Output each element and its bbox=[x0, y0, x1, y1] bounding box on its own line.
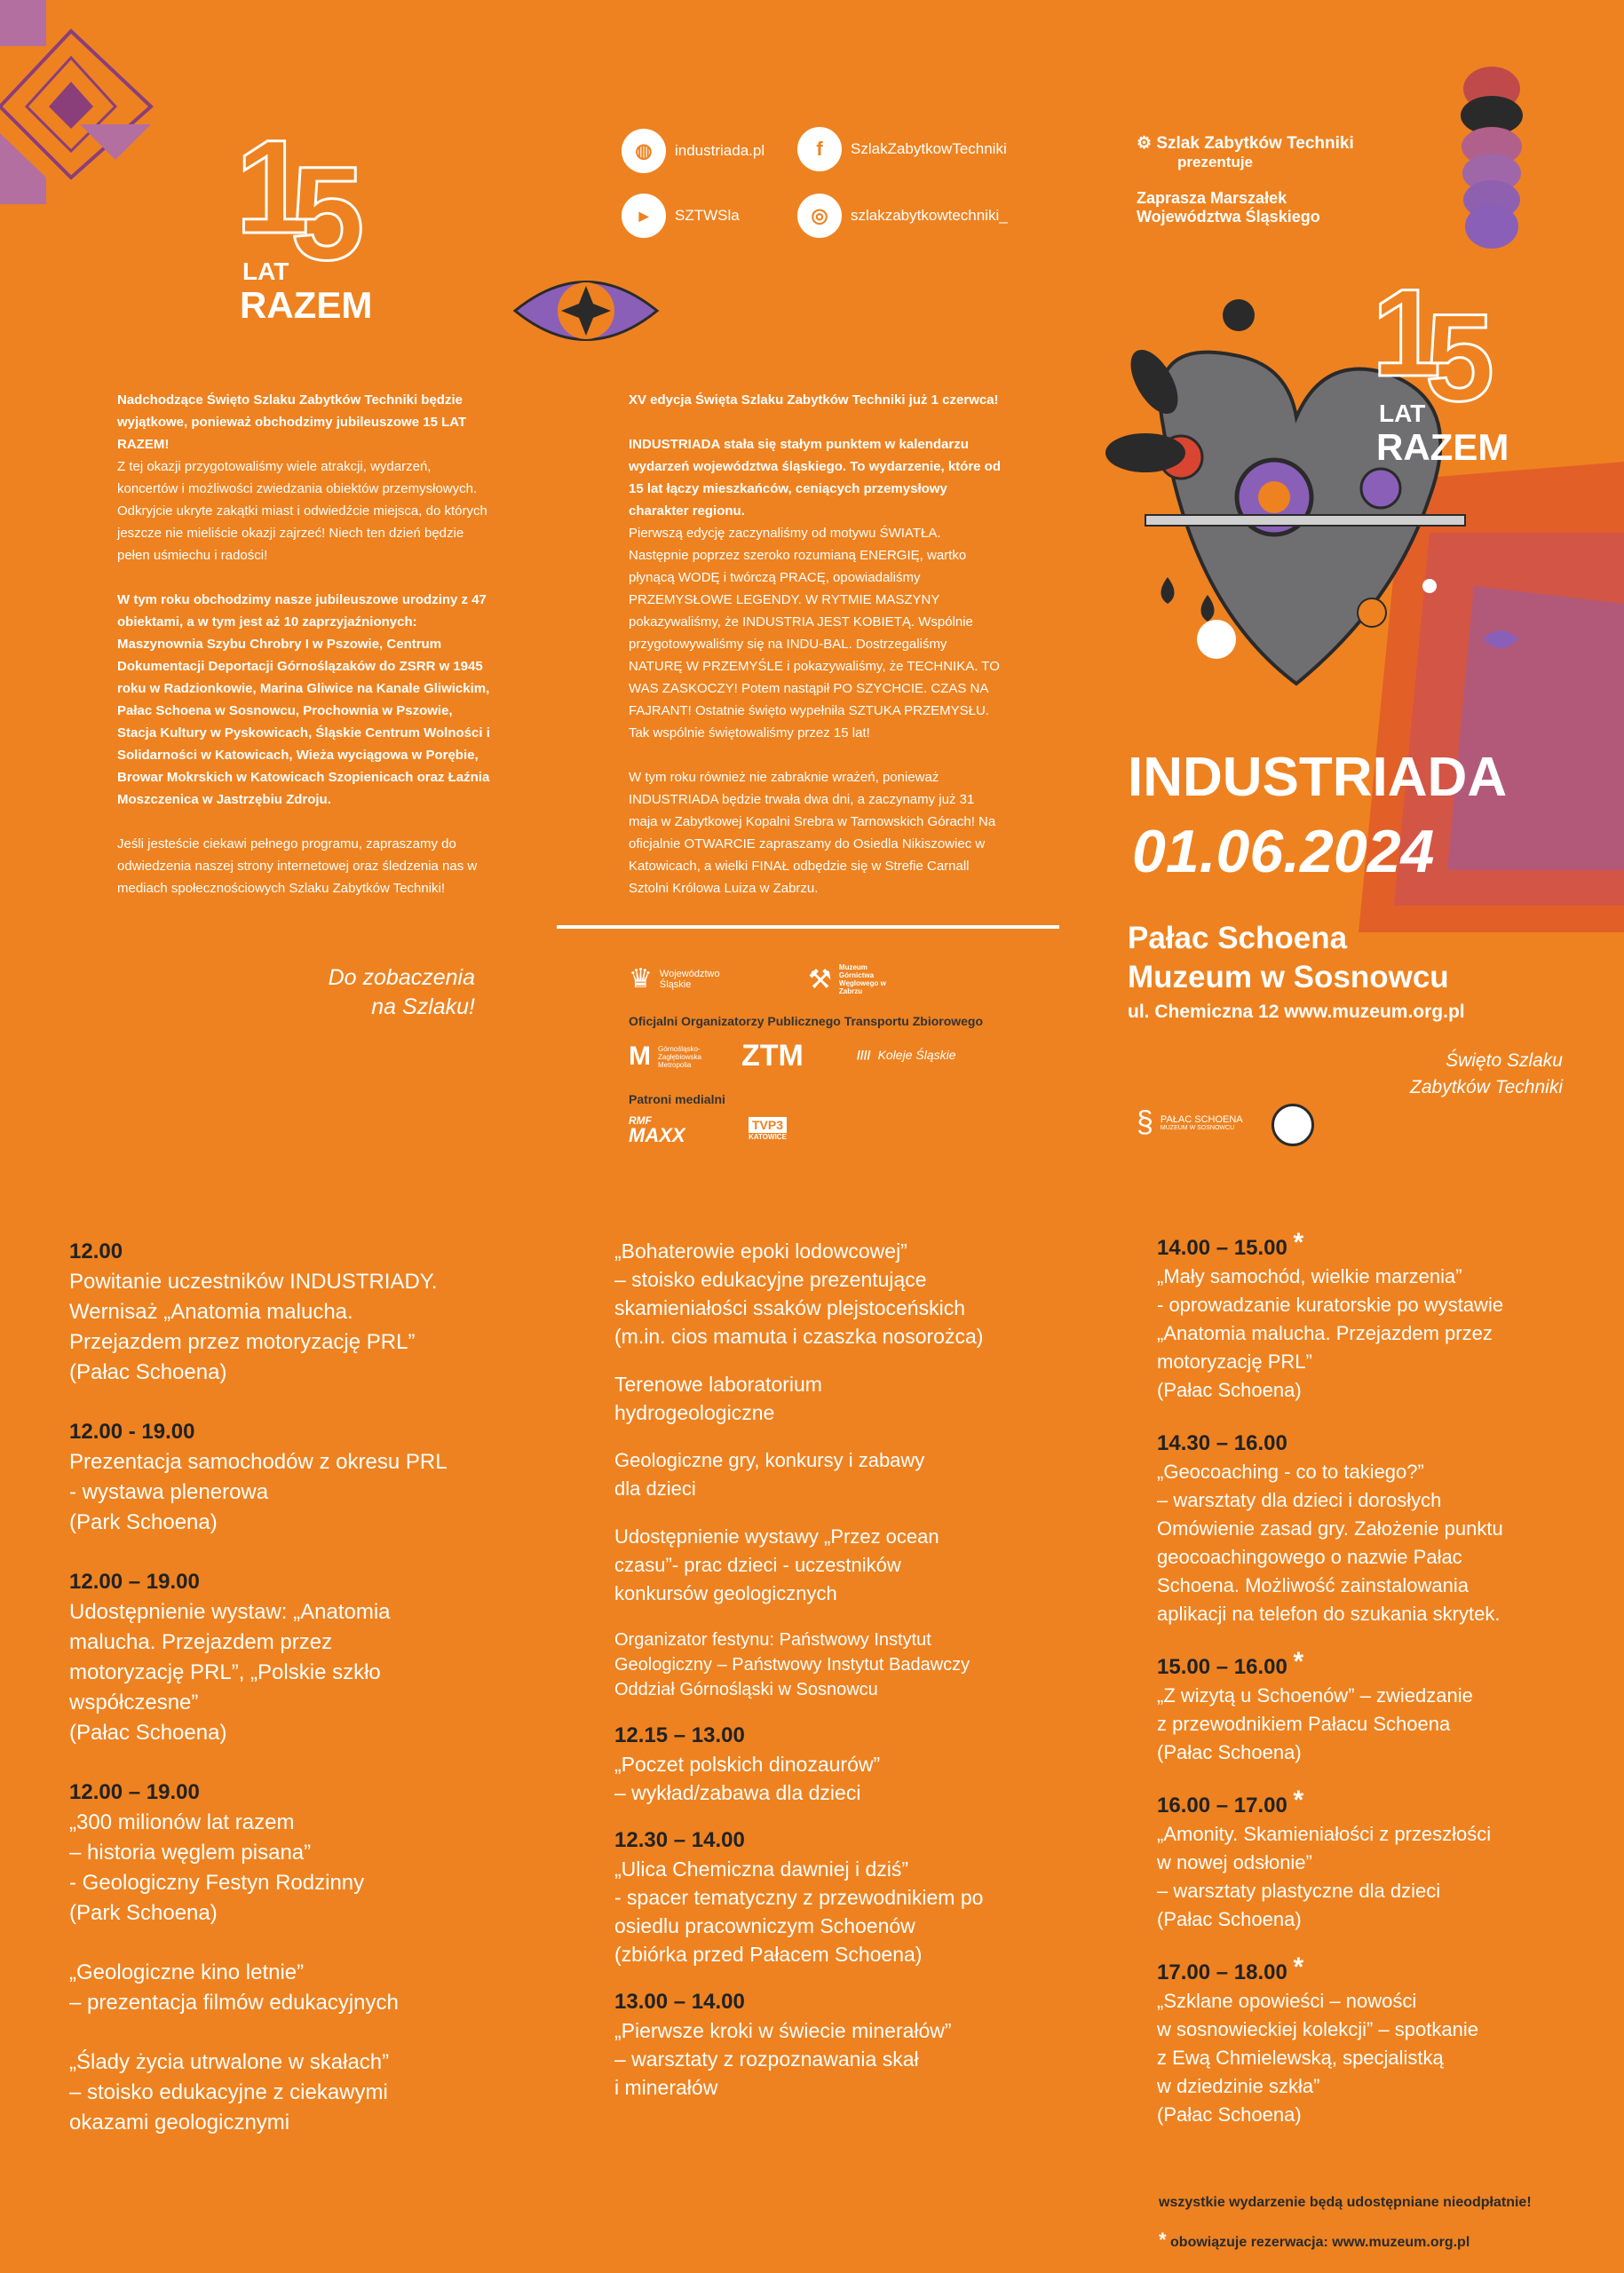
corner-ornament bbox=[0, 0, 160, 204]
intro-left-p2-bold: W tym roku obchodzimy nasze jubileuszowe urodziny z 47 obiektami, a w tym jest aż 10 zaprzyjaźnionych: Maszynownia Szybu Chrobry I w Pszowie, Centrum Dokumentacji Deportacji Górnoślązaków do ZSRR w 1945 roku w Radzionkowie, Marina Gliwice na Kanale Gliwickim, Pałac Schoena w Sosnowcu, Prochownia w Pszowie, Stacja Kultury w Pyskowicach, Śląskie Centrum Wolności i Solidarności w Katowicach, Wieża wyciągowa w Porębie, Browar Mokrskich w Katowicach Szopienicach oraz Łaźnia Moszczenica w Jastrzębiu Zdroju. bbox=[117, 592, 490, 807]
social-instagram[interactable] bbox=[797, 194, 1008, 238]
social-facebook[interactable] bbox=[797, 127, 1007, 171]
farewell bbox=[266, 963, 475, 1022]
facebook-icon: f bbox=[797, 127, 842, 171]
anniversary-badge bbox=[235, 112, 377, 333]
social-website-label: industriada.pl bbox=[675, 142, 765, 159]
badge-right-lat: LAT bbox=[1379, 400, 1426, 427]
intro-mid-p2-bold: INDUSTRIADA stała się stałym punktem w kalendarzu wydarzeń województwa śląskiego. To wydarzenie, które od 15 lat łączy mieszkańców, ceniących przemysłowy charakter regionu. bbox=[629, 437, 1001, 519]
schedule-col-3 bbox=[1157, 1228, 1601, 2158]
event-venue bbox=[1128, 919, 1449, 997]
logo-palac-schoena bbox=[1137, 1105, 1243, 1140]
social-website[interactable] bbox=[622, 129, 764, 173]
schedule-item: 13.00 – 14.00 „Pierwsze kroki w świecie minerałów” – warsztaty z rozpoznawania skał i minerałów bbox=[614, 1990, 952, 2099]
reservation-star-icon: * bbox=[1293, 1647, 1304, 1676]
logo-koleje: //// Koleje Śląskie bbox=[857, 1048, 956, 1062]
intro-left bbox=[117, 389, 490, 899]
schedule-item: 12.00 - 19.00 Prezentacja samochodów z okresu PRL - wystawa plenerowa (Park Schoena) bbox=[69, 1420, 448, 1534]
reservation-star-icon: * bbox=[1293, 1228, 1304, 1257]
footer-reservation bbox=[1159, 2229, 1470, 2252]
schedule-item: 14.00 – 15.00 * „Mały samochód, wielkie marzenia” - oprowadzanie kuratorskie po wystawie „Anatomia malucha. Przejazdem przez motoryzację PRL” (Pałac Schoena) bbox=[1157, 1228, 1504, 1401]
logo-tvp3-mark: TVP3 bbox=[749, 1117, 787, 1133]
schedule-item: 12.00 – 19.00 Udostępnienie wystaw: „Anatomia malucha. Przejazdem przez motoryzację PRL”, „Polskie szkło współczesne” (Pałac Schoena) bbox=[69, 1570, 391, 1745]
intro-left-p3: Jeśli jesteście ciekawi pełnego programu, zapraszamy do odwiedzenia naszej strony internetowej oraz śledzenia nas w mediach społecznościowych Szlaku Zabytków Techniki! bbox=[117, 836, 478, 896]
schedule-item: 15.00 – 16.00 * „Z wizytą u Schoenów” – zwiedzanie z przewodnikiem Pałacu Schoena (Pałac Schoena) bbox=[1157, 1647, 1473, 1763]
intro-left-p1-bold: Nadchodzące Święto Szlaku Zabytków Techniki będzie wyjątkowe, ponieważ obchodzimy jubileuszowe 15 LAT RAZEM! bbox=[117, 392, 467, 452]
anniversary-badge-right bbox=[1372, 263, 1514, 484]
logo-tvp3 bbox=[749, 1117, 787, 1141]
palac-logo-sub: MUZEUM W SOSNOWCU bbox=[1160, 1125, 1235, 1131]
reservation-star-icon: * bbox=[1159, 2229, 1167, 2251]
reservation-star-icon: * bbox=[1293, 1786, 1304, 1815]
seal-icon bbox=[1271, 1104, 1314, 1146]
event-address: ul. Chemiczna 12 www.muzeum.org.pl bbox=[1128, 1002, 1465, 1022]
event-venue-line1: Pałac Schoena bbox=[1128, 921, 1348, 955]
miner-icon: ⚒ bbox=[808, 964, 832, 994]
farewell-line2: na Szlaku! bbox=[371, 994, 475, 1019]
intro-mid-p1-bold: XV edycja Święta Szlaku Zabytków Techniki już 1 czerwca! bbox=[629, 392, 999, 408]
palac-logo-icon: § bbox=[1137, 1105, 1153, 1139]
presenter-prezentuje: prezentuje bbox=[1177, 154, 1254, 170]
schedule-item: „Geologiczne kino letnie” – prezentacja filmów edukacyjnych bbox=[69, 1960, 399, 2015]
event-motto-line1: Święto Szlaku bbox=[1446, 1050, 1563, 1071]
social-instagram-label: szlakzabytkowtechniki_ bbox=[851, 207, 1008, 224]
event-name: INDUSTRIADA bbox=[1128, 747, 1508, 808]
event-motto-line2: Zabytków Techniki bbox=[1410, 1077, 1563, 1097]
eye-icon bbox=[511, 266, 661, 355]
schedule-item: Terenowe laboratorium hydrogeologiczne bbox=[614, 1373, 822, 1424]
presenter-line2: Województwa Śląskiego bbox=[1137, 208, 1320, 226]
badge-right-razem: RAZEM bbox=[1376, 426, 1509, 468]
globe-icon: ◍ bbox=[622, 129, 666, 173]
social-facebook-label: SzlakZabytkowTechniki bbox=[851, 140, 1007, 157]
schedule-item: „Bohaterowie epoki lodowcowej” – stoisko edukacyjne prezentujące skamieniałości ssaków plejstoceńskich (m.in. cios mamuta i czaszka nosorożca) bbox=[614, 1239, 984, 1348]
schedule-item: 12.00 Powitanie uczestników INDUSTRIADY. Wernisaż „Anatomia malucha. Przejazdem przez motoryzację PRL” (Pałac Schoena) bbox=[69, 1239, 438, 1384]
schedule-item: 12.00 – 19.00 „300 milionów lat razem – historia węglem pisana” - Geologiczny Festyn Rodzinny (Park Schoena) bbox=[69, 1780, 365, 1925]
intro-mid-p3: W tym roku również nie zabraknie wrażeń, ponieważ INDUSTRIADA będzie trwała dwa dni, a zaczynamy już 31 maja w Zabytkowej Kopalni Srebra w Tarnowskich Górach! Na oficjalnie OTWARCIE zapraszamy do Osiedla Nikiszowiec w Katowicach, a wielki FINAŁ odbędzie się w Strefie Carnall Sztolni Królowa Luiza w Zabrzu. bbox=[629, 770, 996, 896]
gzm-icon: M bbox=[629, 1041, 651, 1071]
palac-logo-title: PAŁAC SCHOENA bbox=[1160, 1114, 1243, 1125]
youtube-icon: ▶ bbox=[622, 194, 666, 238]
intro-mid-p2: Pierwszą edycję zaczynaliśmy od motywu ŚWIATŁA. Następnie poprzez szeroko rozumianą ENERGIĘ, wartko płynącą WODĘ i twórczą PRACĘ, opowiadaliśmy PRZEMYSŁOWE LEGENDY. W RYTMIE MASZYNY pokazywaliśmy, że INDUSTRIA JEST KOBIETĄ. Wspólnie przygotowywaliśmy się na INDU-BAL. Dostrzegaliśmy NATURĘ W PRZEMYŚLE i pokazywaliśmy, że TECHNIKA. TO WAS ZASKOCZY! Potem nastąpił PO SZYCHCIE. CZAS NA FAJRANT! Ostatnie święto wypełniła SZTUKA PRZEMYSŁU. Tak wspólnie świętowaliśmy przez 15 lat! bbox=[629, 526, 1000, 741]
badge-digit-1: 1 bbox=[235, 112, 310, 261]
schedule-item: 12.30 – 14.00 „Ulica Chemiczna dawniej i dziś” - spacer tematyczny z przewodnikiem po osiedlu pracowniczym Schoenów (zbiórka przed Pałacem Schoena) bbox=[614, 1828, 984, 1966]
logo-ztm: ZTM bbox=[741, 1039, 804, 1073]
badge-right-digit-1: 1 bbox=[1372, 263, 1441, 402]
schedule-col-2 bbox=[614, 1237, 1112, 2131]
instagram-icon: ◎ bbox=[797, 194, 842, 238]
logo-tvp3-city: KATOWICE bbox=[749, 1133, 787, 1141]
intro-left-p1: Z tej okazji przygotowaliśmy wiele atrakcji, wydarzeń, koncertów i możliwości zwiedzania obiektów przemysłowych. Odkryjcie ukryte zakątki miast i odwiedźcie miejsca, do których jeszcze nie mieliście okazji zajrzeć! Niech ten dzień będzie pełen uśmiechu i radości! bbox=[117, 459, 487, 563]
event-motto bbox=[1287, 1048, 1563, 1101]
feather-ornament bbox=[1456, 62, 1527, 266]
divider bbox=[557, 925, 1059, 929]
presenter-line1: Zaprasza Marszałek bbox=[1137, 189, 1287, 207]
event-venue-line2: Muzeum w Sosnowcu bbox=[1128, 960, 1449, 994]
rail-icon: //// bbox=[857, 1048, 871, 1062]
schedule-item: Geologiczne gry, konkursy i zabawy dla dzieci bbox=[614, 1449, 925, 1500]
presenter-block bbox=[1137, 133, 1403, 226]
logo-muzeum-gornictwa: ⚒ Muzeum Górnictwa Węglowego w Zabrzu bbox=[808, 963, 886, 995]
schedule-col-1 bbox=[69, 1237, 566, 2167]
intro-mid bbox=[629, 389, 1002, 899]
logo-rmf-maxx: MAXX bbox=[629, 1124, 685, 1146]
schedule-item: „Ślady życia utrwalone w skałach” – stoisko edukacyjne z ciekawymi okazami geologicznymi bbox=[69, 2050, 390, 2134]
badge-razem: RAZEM bbox=[240, 284, 373, 326]
logo-wojewodztwo: ♛ Województwo Śląskie bbox=[629, 964, 720, 994]
media-label: Patroni medialni bbox=[629, 1092, 725, 1106]
farewell-line1: Do zobaczenia bbox=[328, 965, 475, 990]
badge-right-digit-5: 5 bbox=[1425, 288, 1494, 427]
footer-free-note: wszystkie wydarzenie będą udostępniane nieodpłatnie! bbox=[1159, 2195, 1532, 2210]
schedule-item: 12.15 – 13.00 „Poczet polskich dinozaurów” – wykład/zabawa dla dzieci bbox=[614, 1723, 881, 1804]
schedule-item: Udostępnienie wystawy „Przez ocean czasu”- prac dzieci - uczestników konkursów geologicznych bbox=[614, 1525, 939, 1604]
gear-icon: ⚙ bbox=[1137, 134, 1153, 153]
eagle-icon: ♛ bbox=[629, 964, 653, 994]
reservation-star-icon: * bbox=[1293, 1952, 1304, 1982]
logo-rmf-top: RMF bbox=[629, 1114, 652, 1127]
badge-digit-5: 5 bbox=[290, 139, 365, 288]
schedule-item: 16.00 – 17.00 * „Amonity. Skamieniałości z przeszłości w nowej odsłonie” – warsztaty plastyczne dla dzieci (Pałac Schoena) bbox=[1157, 1786, 1492, 1930]
logo-gzm: M Górnośląsko-Zagłębiowska Metropolia bbox=[629, 1041, 701, 1071]
schedule-item: Organizator festynu: Państwowy Instytut Geologiczny – Państwowy Instytut Badawczy Oddział Górnośląski w Sosnowcu bbox=[614, 1630, 970, 1699]
presenter-brand: ⚙ Szlak Zabytków Techniki bbox=[1137, 134, 1354, 153]
event-date: 01.06.2024 bbox=[1132, 818, 1435, 885]
footer-reservation-text: obowiązuje rezerwacja: www.muzeum.org.pl bbox=[1170, 2235, 1470, 2250]
schedule-item: 14.30 – 16.00 „Geocoaching - co to takiego?” – warsztaty dla dzieci i dorosłych Omówienie zasad gry. Założenie punktu geocoachingowego o nazwie Pałac Schoena. Możliwość zainstalowania aplikacji na telefon do szukania skrytek. bbox=[1157, 1431, 1503, 1625]
transport-label: Oficjalni Organizatorzy Publicznego Transportu Zbiorowego bbox=[629, 1014, 984, 1028]
logo-rmf bbox=[629, 1114, 685, 1144]
social-youtube-label: SZTWSla bbox=[675, 207, 740, 224]
social-youtube[interactable] bbox=[622, 194, 740, 238]
badge-lat: LAT bbox=[242, 257, 289, 285]
schedule-item: 17.00 – 18.00 * „Szklane opowieści – nowości w sosnowieckiej kolekcji” – spotkanie z Ewą Chmielewską, specjalistką w dziedzinie szkła” (Pałac Schoena) bbox=[1157, 1952, 1478, 2126]
